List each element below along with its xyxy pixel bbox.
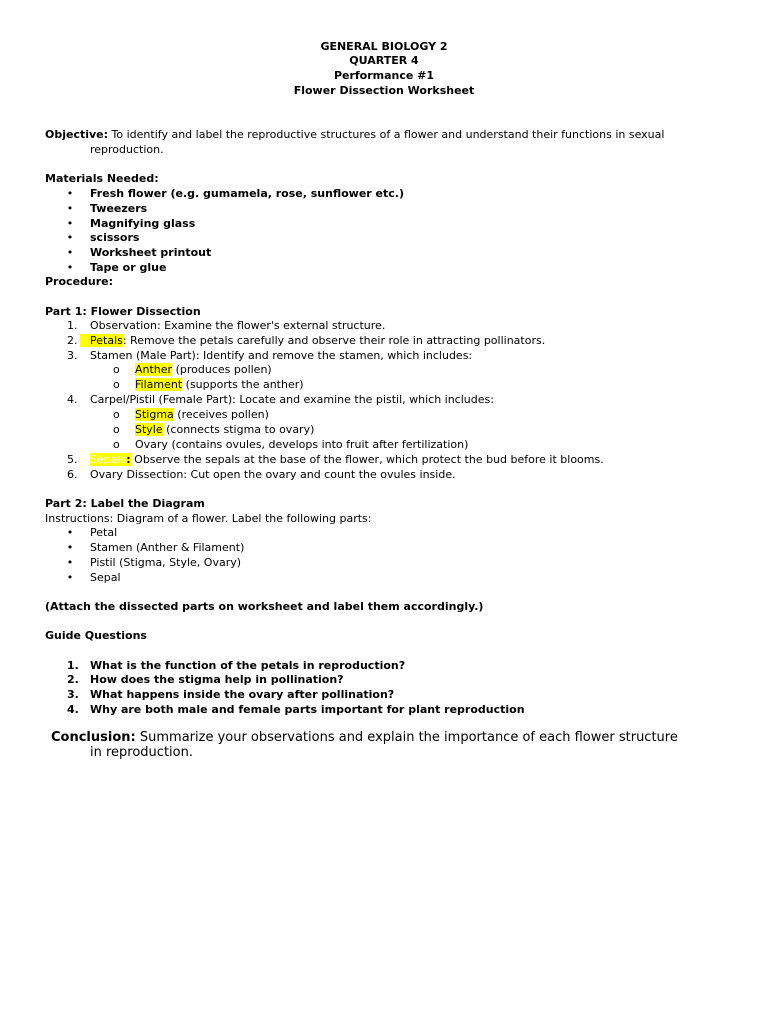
step-text: Ovary Dissection: Cut open the ovary and count the ovules inside. (90, 468, 456, 481)
header-title: Flower Dissection Worksheet (293, 84, 475, 97)
question-text: What is the function of the petals in reproduction? (90, 659, 406, 672)
question-text: Why are both male and female parts important for plant reproduction (90, 703, 525, 716)
bullet-marker: • (66, 571, 74, 584)
bullet-marker: • (66, 217, 74, 230)
conclusion-text-continued: in reproduction. (90, 745, 193, 760)
material-item: Tape or glue (90, 261, 167, 274)
label-item: Stamen (Anther & Filament) (90, 541, 245, 554)
sub-bullet-marker: o (113, 378, 120, 391)
header-quarter: QUARTER 4 (349, 54, 419, 67)
conclusion-text: Summarize your observations and explain the importance of each flower structure (139, 730, 678, 745)
attach-note: (Attach the dissected parts on worksheet and label them accordingly.) (45, 600, 484, 613)
material-item: scissors (90, 231, 140, 244)
conclusion-line (51, 730, 678, 745)
pistil-part (135, 423, 314, 438)
pistil-part (135, 408, 269, 423)
objective-text-continued: reproduction. (90, 143, 164, 156)
question-number: 2. (67, 673, 79, 686)
highlighted-term: Style (135, 423, 163, 436)
objective-line (45, 128, 664, 143)
bullet-marker: • (66, 187, 74, 200)
step-number: 1. (67, 319, 78, 332)
highlighted-term: Sepals (90, 453, 127, 466)
question-number: 4. (67, 703, 79, 716)
part-description: (supports the anther) (182, 378, 304, 391)
sub-bullet-marker: o (113, 363, 120, 376)
step-text: Carpel/Pistil (Female Part): Locate and examine the pistil, which includes: (90, 393, 494, 406)
material-item: Tweezers (90, 202, 148, 215)
header-course: GENERAL BIOLOGY 2 (320, 40, 448, 53)
step-number: 6. (67, 468, 78, 481)
label-item: Petal (90, 526, 118, 539)
bullet-marker: • (66, 556, 74, 569)
highlighted-term: Anther (135, 363, 173, 376)
question-text: How does the stigma help in pollination? (90, 673, 344, 686)
part-description: (receives pollen) (173, 408, 269, 421)
sub-bullet-marker: o (113, 408, 120, 421)
materials-heading: Materials Needed: (45, 172, 159, 185)
step-text: Stamen (Male Part): Identify and remove the stamen, which includes: (90, 349, 473, 362)
step-text (80, 334, 545, 349)
bullet-marker: • (66, 231, 74, 244)
objective-label: Objective: (45, 128, 109, 141)
label-item: Sepal (90, 571, 121, 584)
sub-bullet-marker: o (113, 423, 120, 436)
part1-heading: Part 1: Flower Dissection (45, 305, 201, 318)
material-item: Worksheet printout (90, 246, 212, 259)
material-item: Fresh flower (e.g. gumamela, rose, sunflower etc.) (90, 187, 404, 200)
pistil-part: Ovary (contains ovules, develops into fruit after fertilization) (135, 438, 469, 451)
highlighted-term: Stigma (135, 408, 174, 421)
step-number: 3. (67, 349, 78, 362)
question-number: 1. (67, 659, 79, 672)
guide-heading: Guide Questions (45, 629, 147, 642)
highlighted-term: Filament (135, 378, 183, 391)
highlighted-term: Petals (80, 334, 123, 347)
bullet-marker: • (66, 526, 74, 539)
bullet-marker: • (66, 246, 74, 259)
step-description: Observe the sepals at the base of the flower, which protect the bud before it blooms. (130, 453, 604, 466)
stamen-part (135, 378, 304, 393)
step-number: 5. (67, 453, 78, 466)
objective-text: To identify and label the reproductive structures of a flower and understand their functions in sexual (111, 128, 665, 141)
term-colon: : (126, 453, 131, 466)
part2-instructions: Instructions: Diagram of a flower. Label the following parts: (45, 512, 372, 525)
step-number: 2. (67, 334, 78, 347)
step-text (90, 453, 604, 468)
step-description: : Remove the petals carefully and observe their role in attracting pollinators. (122, 334, 546, 347)
step-text: Observation: Examine the flower's external structure. (90, 319, 386, 332)
part-description: (connects stigma to ovary) (162, 423, 315, 436)
stamen-part (135, 363, 272, 378)
part2-heading: Part 2: Label the Diagram (45, 497, 205, 510)
header-performance: Performance #1 (333, 69, 435, 82)
question-number: 3. (67, 688, 79, 701)
question-text: What happens inside the ovary after pollination? (90, 688, 395, 701)
procedure-heading: Procedure: (45, 275, 114, 288)
label-item: Pistil (Stigma, Style, Ovary) (90, 556, 242, 569)
sub-bullet-marker: o (113, 438, 120, 451)
bullet-marker: • (66, 261, 74, 274)
part-description: (produces pollen) (172, 363, 272, 376)
conclusion-label: Conclusion: (51, 730, 136, 745)
bullet-marker: • (66, 202, 74, 215)
material-item: Magnifying glass (90, 217, 196, 230)
step-number: 4. (67, 393, 78, 406)
bullet-marker: • (66, 541, 74, 554)
